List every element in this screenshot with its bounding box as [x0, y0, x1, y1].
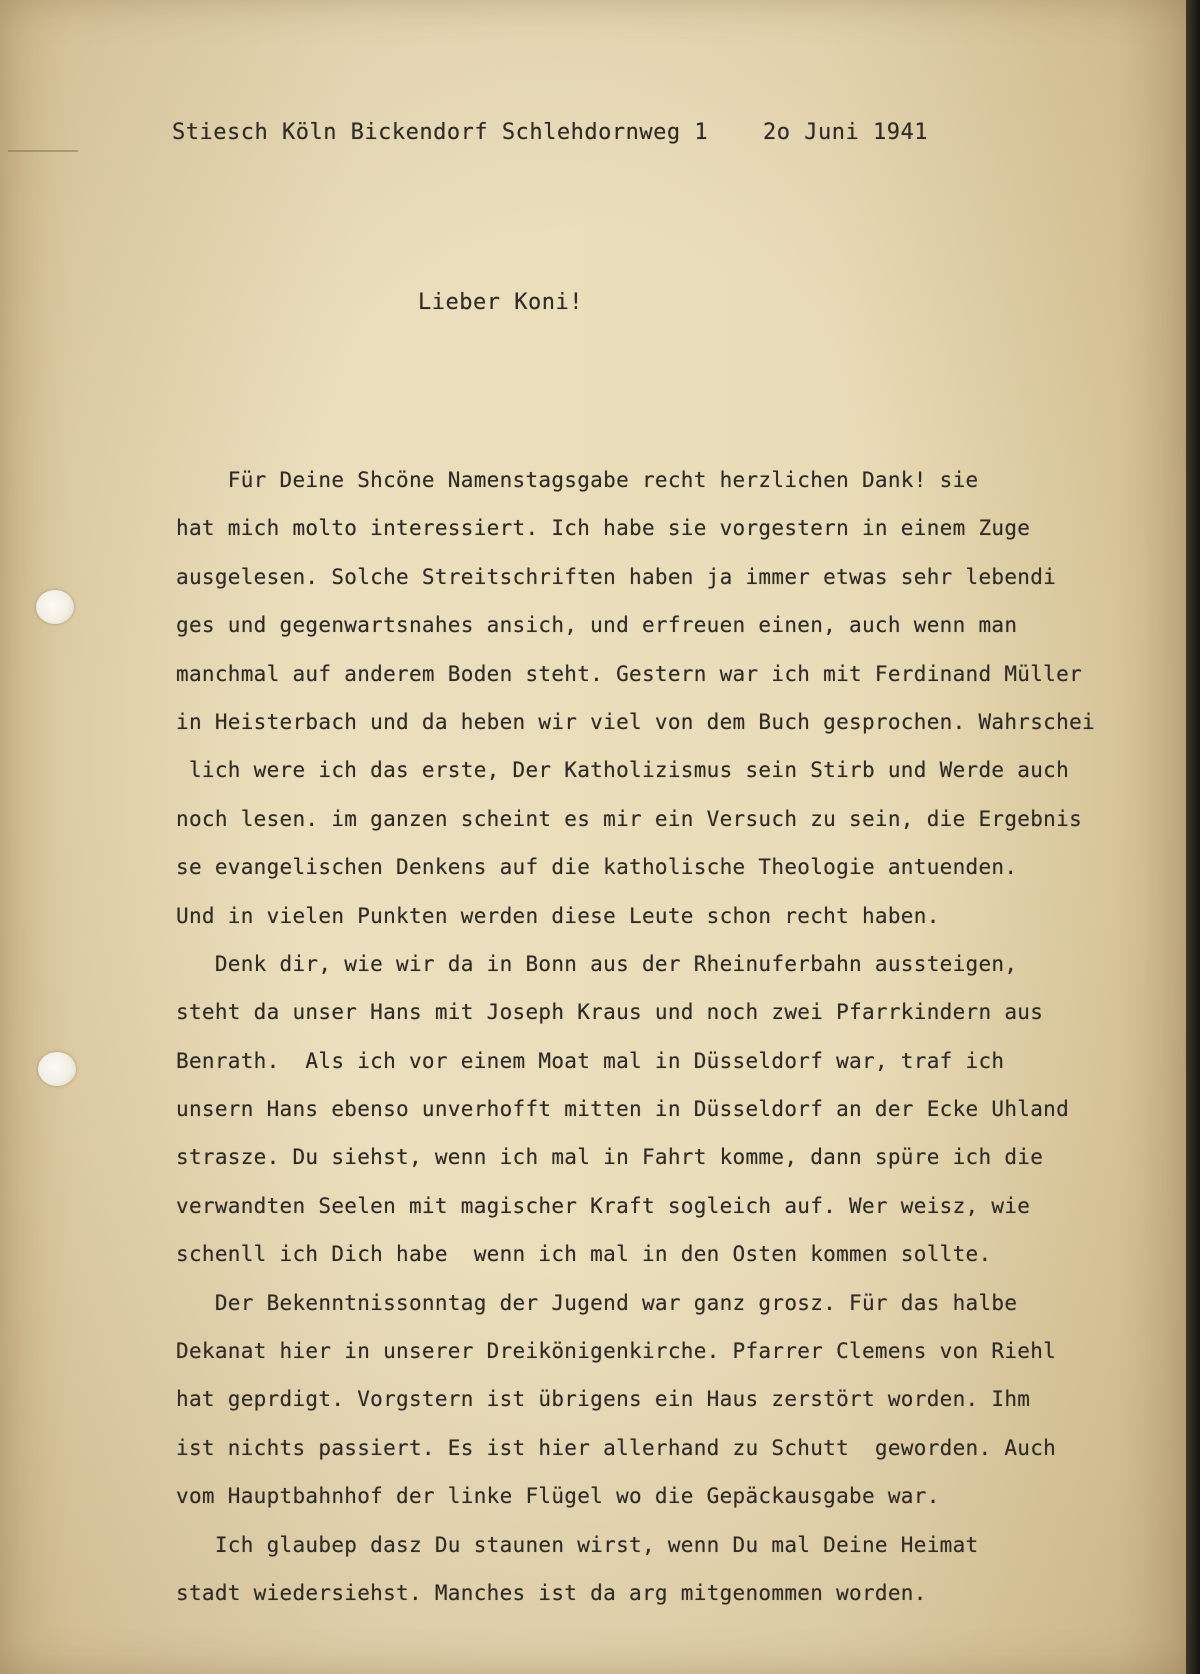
body-line: ges und gegenwartsnahes ansich, und erfreuen einen, auch wenn man	[176, 613, 1018, 638]
body-line: ist nichts passiert. Es ist hier allerhand zu Schutt geworden. Auch	[176, 1435, 1057, 1460]
body-line: ausgelesen. Solche Streitschriften haben ja immer etwas sehr lebendi	[176, 564, 1057, 589]
body-line: se evangelischen Denkens auf die katholische Theologie antuenden.	[176, 855, 1018, 880]
body-line: Ich glaubep dasz Du staunen wirst, wenn Du mal Deine Heimat	[176, 1532, 979, 1557]
body-line: Für Deine Shcöne Namenstagsgabe recht herzlichen Dank! sie	[176, 468, 979, 492]
body-line: steht da unser Hans mit Joseph Kraus und noch zwei Pfarrkindern aus	[176, 1000, 1044, 1025]
body-line: in Heisterbach und da heben wir viel von dem Buch gesprochen. Wahrschei	[176, 709, 1095, 734]
margin-mark	[8, 150, 78, 152]
body-line: Dekanat hier in unserer Dreikönigenkirche. Pfarrer Clemens von Riehl	[176, 1339, 1057, 1364]
letter-salutation: Lieber Koni!	[418, 290, 583, 315]
body-line: schenll ich Dich habe wenn ich mal in den Osten kommen sollte.	[176, 1242, 992, 1267]
body-line: hat geprdigt. Vorgstern ist übrigens ein Haus zerstört worden. Ihm	[176, 1387, 1031, 1412]
body-line: stadt wiedersiehst. Manches ist da arg mitgenommen worden.	[176, 1580, 927, 1605]
body-line: unsern Hans ebenso unverhofft mitten in Düsseldorf an der Ecke Uhland	[176, 1097, 1070, 1122]
body-line: vom Hauptbahnhof der linke Flügel wo die Gepäckausgabe war.	[176, 1484, 940, 1509]
body-line: lich were ich das erste, Der Katholizismus sein Stirb und Werde auch	[176, 758, 1070, 783]
body-line: Der Bekenntnissonntag der Jugend war ganz grosz. Für das halbe	[176, 1290, 1018, 1315]
punch-hole-lower	[38, 1052, 76, 1086]
body-line: Denk dir, wie wir da in Bonn aus der Rheinuferbahn aussteigen,	[176, 951, 1018, 976]
body-line: Benrath. Als ich vor einem Moat mal in Düsseldorf war, traf ich	[176, 1048, 1005, 1073]
scan-edge	[1186, 0, 1200, 1674]
punch-hole-upper	[36, 590, 74, 624]
body-line: verwandten Seelen mit magischer Kraft sogleich auf. Wer weisz, wie	[176, 1193, 1031, 1218]
body-line: Und in vielen Punkten werden diese Leute schon recht haben.	[176, 903, 940, 928]
body-line: strasze. Du siehst, wenn ich mal in Fahrt komme, dann spüre ich die	[176, 1145, 1044, 1170]
body-line: noch lesen. im ganzen scheint es mir ein Versuch zu sein, die Ergebnis	[176, 806, 1083, 831]
body-line: manchmal auf anderem Boden steht. Gestern war ich mit Ferdinand Müller	[176, 661, 1083, 686]
letter-header: Stiesch Köln Bickendorf Schlehdornweg 1 2o Juni 1941	[172, 120, 928, 145]
body-line: hat mich molto interessiert. Ich habe sie vorgestern in einem Zuge	[176, 516, 1031, 541]
letter-body	[176, 456, 1186, 1617]
